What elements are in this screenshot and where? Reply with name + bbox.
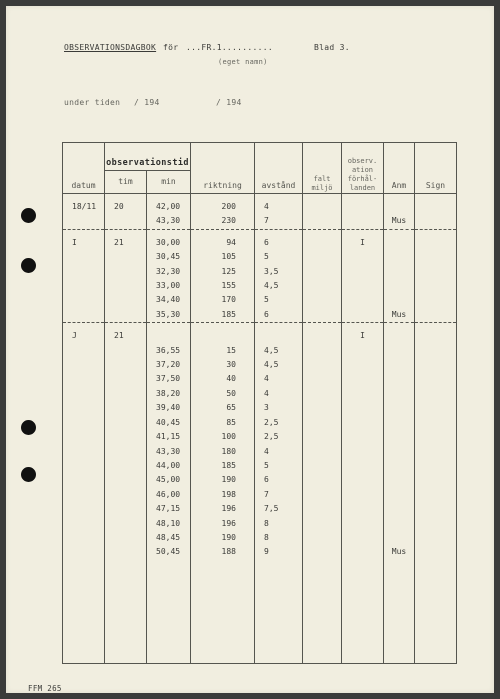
cell-observ: [342, 531, 384, 545]
cell-sign: [415, 214, 457, 229]
table-row: [63, 372, 457, 386]
cell-min: 45,00: [147, 473, 191, 487]
cell-anm: [384, 344, 415, 358]
cell-tim: [105, 545, 147, 664]
cell-falt: [303, 517, 342, 531]
cell-min: 36,55: [147, 344, 191, 358]
cell-anm: [384, 473, 415, 487]
cell-avstand: 6: [255, 308, 303, 323]
cell-avstand: 6: [255, 473, 303, 487]
cell-avstand: 3: [255, 401, 303, 415]
cell-sign: [415, 308, 457, 323]
cell-tim: [105, 473, 147, 487]
cell-riktning: 190: [191, 531, 255, 545]
cell-falt: [303, 387, 342, 401]
cell-min: 44,00: [147, 459, 191, 473]
cell-sign: [415, 459, 457, 473]
cell-datum: [63, 265, 105, 279]
column-header-riktning: riktning: [191, 143, 255, 194]
cell-observ: [342, 372, 384, 386]
cell-observ: [342, 214, 384, 229]
cell-anm: [384, 531, 415, 545]
cell-sign: [415, 488, 457, 502]
table-row: [63, 488, 457, 502]
cell-datum: [63, 445, 105, 459]
cell-riktning: 15: [191, 344, 255, 358]
cell-observ: [342, 194, 384, 215]
cell-observ: [342, 401, 384, 415]
cell-tim: [105, 488, 147, 502]
cell-observ: [342, 308, 384, 323]
cell-min: 35,30: [147, 308, 191, 323]
cell-falt: [303, 502, 342, 516]
cell-avstand: 4: [255, 194, 303, 215]
cell-avstand: 2,5: [255, 416, 303, 430]
cell-sign: [415, 387, 457, 401]
cell-observ: [342, 358, 384, 372]
cell-falt: [303, 214, 342, 229]
cell-observ: [342, 502, 384, 516]
cell-observ: I: [342, 229, 384, 250]
cell-observ: [342, 488, 384, 502]
cell-riktning: 230: [191, 214, 255, 229]
cell-min: 43,30: [147, 445, 191, 459]
cell-min: 33,00: [147, 279, 191, 293]
column-header-min: min: [147, 171, 191, 194]
column-header-observ: observ. ation förhål- landen: [342, 143, 384, 194]
cell-min: 43,30: [147, 214, 191, 229]
cell-tim: [105, 279, 147, 293]
cell-tim: [105, 372, 147, 386]
cell-falt: [303, 531, 342, 545]
cell-min: 42,00: [147, 194, 191, 215]
table-row: [63, 430, 457, 444]
table-row: [63, 194, 457, 215]
document-title: OBSERVATIONSDAGBOK: [64, 43, 157, 52]
cell-avstand: 5: [255, 250, 303, 264]
table-row: [63, 293, 457, 307]
punch-hole: [21, 420, 36, 435]
cell-sign: [415, 372, 457, 386]
cell-avstand: 4: [255, 445, 303, 459]
cell-tim: [105, 214, 147, 229]
table-row: [63, 459, 457, 473]
cell-anm: [384, 416, 415, 430]
cell-avstand: 4: [255, 387, 303, 401]
cell-riktning: 30: [191, 358, 255, 372]
cell-riktning: 125: [191, 265, 255, 279]
cell-datum: [63, 430, 105, 444]
column-header-anm: Anm: [384, 143, 415, 194]
cell-avstand: 8: [255, 531, 303, 545]
cell-avstand: 7,5: [255, 502, 303, 516]
punch-hole: [21, 208, 36, 223]
cell-observ: [342, 293, 384, 307]
cell-falt: [303, 488, 342, 502]
cell-falt: [303, 308, 342, 323]
cell-avstand: 6: [255, 229, 303, 250]
cell-anm: [384, 459, 415, 473]
cell-falt: [303, 545, 342, 664]
cell-riktning: 94: [191, 229, 255, 250]
for-label: för: [163, 43, 179, 52]
cell-anm: Mus: [384, 214, 415, 229]
cell-min: 39,40: [147, 401, 191, 415]
cell-anm: [384, 372, 415, 386]
cell-observ: [342, 279, 384, 293]
cell-datum: [63, 401, 105, 415]
cell-tim: [105, 308, 147, 323]
cell-riktning: 185: [191, 459, 255, 473]
column-header-avstand: avstånd: [255, 143, 303, 194]
cell-avstand: 2,5: [255, 430, 303, 444]
cell-observ: [342, 250, 384, 264]
cell-sign: [415, 517, 457, 531]
cell-datum: 18/11: [63, 194, 105, 215]
document-page: [6, 6, 494, 693]
cell-observ: [342, 445, 384, 459]
table-row: [63, 323, 457, 344]
table-row: [63, 279, 457, 293]
cell-min: 47,15: [147, 502, 191, 516]
cell-datum: [63, 214, 105, 229]
table-row: [63, 416, 457, 430]
cell-min: 48,45: [147, 531, 191, 545]
cell-riktning: 198: [191, 488, 255, 502]
cell-sign: [415, 545, 457, 664]
cell-datum: [63, 517, 105, 531]
cell-min: 50,45: [147, 545, 191, 664]
cell-sign: [415, 531, 457, 545]
form-code: FFM 265: [28, 684, 62, 693]
column-header-falt: falt miljö: [303, 143, 342, 194]
cell-tim: [105, 358, 147, 372]
cell-observ: [342, 265, 384, 279]
cell-avstand: 5: [255, 293, 303, 307]
cell-tim: [105, 502, 147, 516]
cell-min: 38,20: [147, 387, 191, 401]
cell-sign: [415, 229, 457, 250]
cell-falt: [303, 358, 342, 372]
cell-riktning: 100: [191, 430, 255, 444]
cell-riktning: [191, 323, 255, 344]
cell-datum: [63, 293, 105, 307]
cell-tim: [105, 445, 147, 459]
cell-min: 48,10: [147, 517, 191, 531]
cell-datum: [63, 545, 105, 664]
table-row: [63, 250, 457, 264]
cell-tim: [105, 416, 147, 430]
cell-anm: [384, 430, 415, 444]
cell-sign: [415, 445, 457, 459]
cell-anm: [384, 250, 415, 264]
cell-datum: [63, 250, 105, 264]
cell-tim: [105, 531, 147, 545]
cell-sign: [415, 502, 457, 516]
cell-avstand: [255, 323, 303, 344]
cell-riktning: 105: [191, 250, 255, 264]
table-row: [63, 358, 457, 372]
cell-riktning: 65: [191, 401, 255, 415]
cell-datum: [63, 473, 105, 487]
cell-min: 37,20: [147, 358, 191, 372]
cell-falt: [303, 459, 342, 473]
cell-min: 40,45: [147, 416, 191, 430]
cell-sign: [415, 473, 457, 487]
cell-falt: [303, 473, 342, 487]
cell-avstand: 9: [255, 545, 303, 664]
cell-observ: [342, 430, 384, 444]
cell-avstand: 7: [255, 488, 303, 502]
cell-anm: [384, 279, 415, 293]
cell-riktning: 40: [191, 372, 255, 386]
cell-riktning: 155: [191, 279, 255, 293]
table-row: [63, 502, 457, 516]
cell-tim: [105, 387, 147, 401]
cell-falt: [303, 194, 342, 215]
cell-falt: [303, 279, 342, 293]
column-group-header: observationstid: [105, 143, 191, 171]
cell-datum: I: [63, 229, 105, 250]
cell-falt: [303, 293, 342, 307]
cell-observ: [342, 459, 384, 473]
cell-sign: [415, 279, 457, 293]
cell-falt: [303, 416, 342, 430]
cell-anm: [384, 387, 415, 401]
cell-observ: [342, 517, 384, 531]
cell-anm: Mus: [384, 545, 415, 664]
cell-tim: [105, 459, 147, 473]
cell-min: 30,00: [147, 229, 191, 250]
cell-anm: [384, 517, 415, 531]
cell-min: 37,50: [147, 372, 191, 386]
cell-sign: [415, 401, 457, 415]
cell-observ: [342, 344, 384, 358]
cell-tim: 21: [105, 323, 147, 344]
cell-anm: [384, 358, 415, 372]
punch-hole: [21, 258, 36, 273]
cell-sign: [415, 265, 457, 279]
cell-tim: [105, 293, 147, 307]
cell-avstand: 3,5: [255, 265, 303, 279]
cell-tim: [105, 250, 147, 264]
cell-datum: [63, 416, 105, 430]
cell-falt: [303, 401, 342, 415]
cell-sign: [415, 194, 457, 215]
cell-observ: [342, 387, 384, 401]
cell-avstand: 7: [255, 214, 303, 229]
cell-falt: [303, 372, 342, 386]
cell-riktning: 196: [191, 517, 255, 531]
cell-riktning: 85: [191, 416, 255, 430]
cell-observ: I: [342, 323, 384, 344]
cell-riktning: 200: [191, 194, 255, 215]
cell-anm: [384, 194, 415, 215]
table-row: [63, 344, 457, 358]
cell-min: 41,15: [147, 430, 191, 444]
table-row: [63, 517, 457, 531]
name-hint: (eget namn): [218, 58, 268, 66]
cell-riktning: 50: [191, 387, 255, 401]
table-row: [63, 445, 457, 459]
cell-avstand: 5: [255, 459, 303, 473]
table-row: [63, 308, 457, 323]
table-row: [63, 214, 457, 229]
period-label: under tiden: [64, 98, 121, 107]
for-value: ...FR.1..........: [186, 43, 273, 52]
cell-observ: [342, 416, 384, 430]
cell-min: [147, 323, 191, 344]
cell-anm: [384, 488, 415, 502]
cell-datum: [63, 387, 105, 401]
cell-falt: [303, 250, 342, 264]
cell-datum: [63, 488, 105, 502]
cell-anm: [384, 445, 415, 459]
column-header-sign: Sign: [415, 143, 457, 194]
table-row: [63, 401, 457, 415]
cell-avstand: 4,5: [255, 279, 303, 293]
column-header-tim: tim: [105, 171, 147, 194]
cell-tim: [105, 401, 147, 415]
cell-datum: [63, 502, 105, 516]
cell-avstand: 8: [255, 517, 303, 531]
cell-anm: [384, 265, 415, 279]
cell-sign: [415, 323, 457, 344]
cell-riktning: 196: [191, 502, 255, 516]
cell-riktning: 185: [191, 308, 255, 323]
cell-min: 34,40: [147, 293, 191, 307]
cell-observ: [342, 473, 384, 487]
cell-min: 32,30: [147, 265, 191, 279]
punch-hole: [21, 467, 36, 482]
period-to: / 194: [216, 98, 242, 107]
cell-anm: [384, 502, 415, 516]
table-row: [63, 531, 457, 545]
observation-table: [62, 142, 457, 664]
cell-min: 46,00: [147, 488, 191, 502]
cell-sign: [415, 416, 457, 430]
cell-datum: J: [63, 323, 105, 344]
cell-riktning: 190: [191, 473, 255, 487]
cell-sign: [415, 358, 457, 372]
cell-falt: [303, 323, 342, 344]
cell-anm: Mus: [384, 308, 415, 323]
cell-sign: [415, 250, 457, 264]
cell-tim: [105, 430, 147, 444]
cell-datum: [63, 531, 105, 545]
cell-tim: 20: [105, 194, 147, 215]
table-row: [63, 473, 457, 487]
cell-datum: [63, 308, 105, 323]
cell-anm: [384, 401, 415, 415]
period-from: / 194: [134, 98, 160, 107]
cell-datum: [63, 344, 105, 358]
cell-tim: [105, 517, 147, 531]
cell-tim: [105, 344, 147, 358]
cell-sign: [415, 293, 457, 307]
cell-sign: [415, 344, 457, 358]
cell-anm: [384, 293, 415, 307]
cell-datum: [63, 372, 105, 386]
cell-anm: [384, 229, 415, 250]
column-header-datum: datum: [63, 143, 105, 194]
cell-min: 30,45: [147, 250, 191, 264]
cell-falt: [303, 445, 342, 459]
cell-datum: [63, 279, 105, 293]
cell-riktning: 188: [191, 545, 255, 664]
cell-datum: [63, 358, 105, 372]
cell-avstand: 4,5: [255, 344, 303, 358]
cell-observ: [342, 545, 384, 664]
table-row: [63, 229, 457, 250]
table-row: [63, 545, 457, 664]
cell-datum: [63, 459, 105, 473]
sheet-number: Blad 3.: [314, 43, 350, 52]
cell-falt: [303, 430, 342, 444]
cell-falt: [303, 265, 342, 279]
cell-avstand: 4: [255, 372, 303, 386]
cell-falt: [303, 229, 342, 250]
cell-sign: [415, 430, 457, 444]
table-row: [63, 265, 457, 279]
cell-riktning: 180: [191, 445, 255, 459]
table-row: [63, 387, 457, 401]
cell-falt: [303, 344, 342, 358]
cell-tim: 21: [105, 229, 147, 250]
cell-anm: [384, 323, 415, 344]
cell-tim: [105, 265, 147, 279]
cell-riktning: 170: [191, 293, 255, 307]
cell-avstand: 4,5: [255, 358, 303, 372]
